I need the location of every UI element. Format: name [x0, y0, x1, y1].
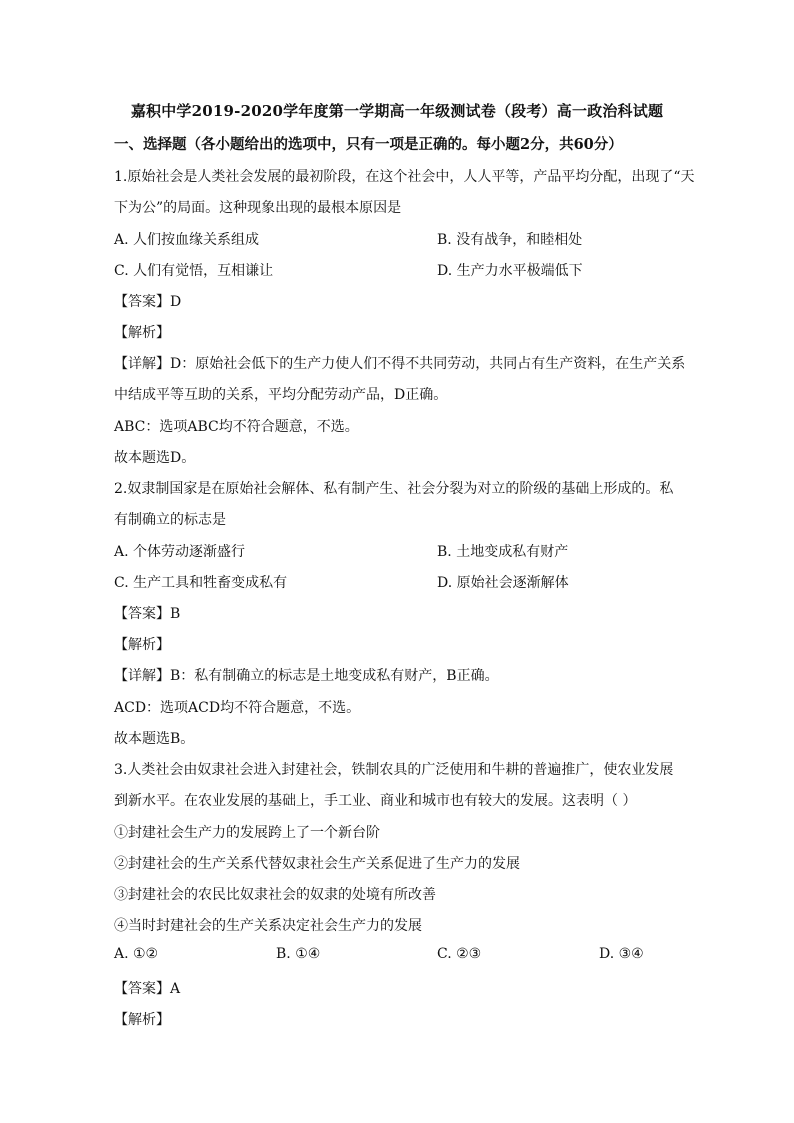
q1-analysis-label: 【解析】 [114, 325, 170, 341]
q2-analysis-label: 【解析】 [114, 637, 170, 653]
q2-option-a: A. 个体劳动逐渐盛行 [114, 544, 246, 560]
q3-statement-4: ④当时封建社会的生产关系决定社会生产力的发展 [114, 918, 422, 934]
q3-stem-line-2: 到新水平。在农业发展的基础上，手工业、商业和城市也有较大的发展。这表明（ ） [114, 793, 637, 809]
section-heading: 一、选择题（各小题给出的选项中，只有一项是正确的。每小题2分，共60分） [114, 136, 623, 153]
q3-option-c: C. ②③ [437, 946, 482, 962]
q3-statement-2: ②封建社会的生产关系代替奴隶社会生产关系促进了生产力的发展 [114, 856, 520, 872]
q3-option-b: B. ①④ [276, 946, 321, 962]
q2-option-b: B. 土地变成私有财产 [437, 544, 569, 560]
q1-detail-line-2: 中结成平等互助的关系，平均分配劳动产品，D正确。 [114, 387, 448, 403]
q2-detail-line-2: ACD：选项ACD均不符合题意，不选。 [114, 700, 361, 716]
q1-option-d: D. 生产力水平极端低下 [437, 263, 583, 279]
q1-option-b: B. 没有战争，和睦相处 [437, 232, 583, 248]
q1-detail-line-1: 【详解】D：原始社会低下的生产力使人们不得不共同劳动，共同占有生产资料，在生产关系 [114, 356, 686, 372]
q2-detail-line-1: 【详解】B：私有制确立的标志是土地变成私有财产，B正确。 [114, 668, 499, 684]
q2-option-c: C. 生产工具和牲畜变成私有 [114, 575, 288, 591]
q1-answer: 【答案】D [114, 294, 182, 310]
q2-option-d: D. 原始社会逐渐解体 [437, 575, 569, 591]
q3-statement-1: ①封建社会生产力的发展跨上了一个新台阶 [114, 825, 380, 841]
q3-option-d: D. ③④ [599, 946, 644, 962]
q3-answer: 【答案】A [114, 981, 181, 997]
q1-stem-line-1: 1.原始社会是人类社会发展的最初阶段，在这个社会中，人人平等，产品平均分配，出现了“天 [114, 169, 695, 185]
q2-answer: 【答案】B [114, 606, 181, 622]
q3-statement-3: ③封建社会的农民比奴隶社会的奴隶的处境有所改善 [114, 887, 436, 903]
q3-option-a: A. ①② [114, 946, 159, 962]
q1-option-a: A. 人们按血缘关系组成 [114, 232, 260, 248]
q3-stem-line-1: 3.人类社会由奴隶社会进入封建社会，铁制农具的广泛使用和牛耕的普遍推广，使农业发展 [114, 762, 674, 778]
q2-stem-line-2: 有制确立的标志是 [114, 512, 226, 528]
q2-conclusion: 故本题选B。 [114, 731, 195, 747]
q1-conclusion: 故本题选D。 [114, 450, 196, 466]
q1-option-c: C. 人们有觉悟，互相谦让 [114, 263, 274, 279]
q1-stem-line-2: 下为公”的局面。这种现象出现的最根本原因是 [114, 200, 402, 216]
page-title: 嘉积中学2019-2020学年度第一学期高一年级测试卷（段考）高一政治科试题 [130, 102, 664, 120]
q3-analysis-label: 【解析】 [114, 1012, 170, 1028]
q1-detail-line-3: ABC：选项ABC均不符合题意，不选。 [114, 419, 359, 435]
q2-stem-line-1: 2.奴隶制国家是在原始社会解体、私有制产生、社会分裂为对立的阶级的基础上形成的。私 [114, 481, 674, 497]
